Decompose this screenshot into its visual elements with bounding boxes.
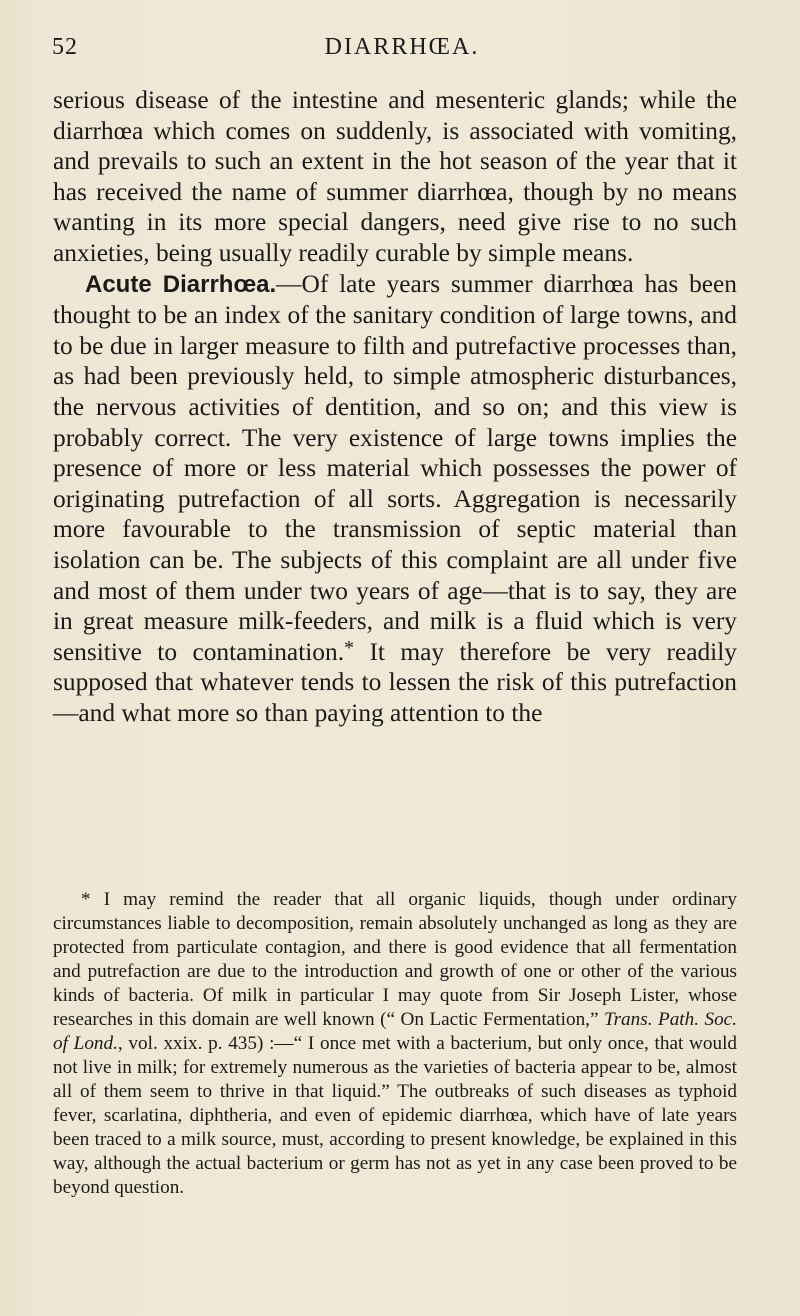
paragraph-1-text: serious disease of the intestine and mesenteric glands; while the diarrhœa which comes on suddenly, is associated with vomiting, and prevails to such an extent in the hot season of the year that it has received the name of summer diarrhœa, though by no means wanting in its more special dangers, need give rise to no such anxieties, being usually readily curable by simple means.	[53, 86, 737, 267]
footnote-reference: *	[344, 636, 355, 659]
section-heading-acute-diarrhoea: Acute Diarrhœa.	[85, 270, 277, 298]
running-head: DIARRHŒA.	[324, 34, 480, 60]
footnote-journal-citation: Trans. Path. Soc. of Lond.	[53, 1009, 737, 1054]
body-text	[53, 85, 737, 728]
footnote-text-continued: , vol. xxix. p. 435) :—“ I once met with a bacterium, but only once, that would not live in milk; for extremely numerous as the varieties of bacteria appear to be, almost all of them seem to thrive in that liquid.” The outbreaks of such diseases as typhoid fever, scarlatina, diphtheria, and even of epidemic diarrhœa, which have of late years been traced to a milk source, must, according to present knowledge, be explained in this way, although the actual bacterium or germ has not as yet in any case been proved to be beyond question.	[53, 1033, 737, 1198]
paragraph-2-text: —Of late years summer diarrhœa has been thought to be an index of the sanitary condition of large towns, and to be due in larger measure to filth and putrefactive processes than, as had been previously held, to simple atmospheric disturbances, the nervous activities of dentition, and so on; and this view is probably correct. The very existence of large towns implies the presence of more or less material which possesses the power of originating putrefaction of all sorts. Aggregation is necessarily more favourable to the transmission of septic material than isolation can be. The subjects of this complaint are all under five and most of them under two years of age—that is to say, they are in great measure milk-feeders, and milk is a fluid which is very sensitive to contamination.	[53, 269, 738, 666]
footnote	[53, 888, 737, 1200]
page-header	[52, 34, 752, 64]
paragraph-2	[53, 269, 737, 729]
footnote-paragraph	[53, 888, 737, 1200]
page-number: 52	[52, 34, 78, 60]
paragraph-1	[53, 85, 737, 269]
paragraph-2-text-continued: It may therefore be very readily supposed that whatever tends to lessen the risk of this putrefaction —and what more so than paying attention to the	[53, 637, 737, 727]
footnote-marker: *	[81, 889, 104, 910]
footnote-text: I may remind the reader that all organic liquids, though under ordinary circumstances liable to decomposition, remain absolutely unchanged as long as they are protected from particulate contagion, and there is good evidence that all fermentation and putrefaction are due to the introduction and growth of one or other of the various kinds of bacteria. Of milk in particular I may quote from Sir Joseph Lister, whose researches in this domain are well known (“ On Lactic Fermentation,”	[53, 889, 737, 1030]
